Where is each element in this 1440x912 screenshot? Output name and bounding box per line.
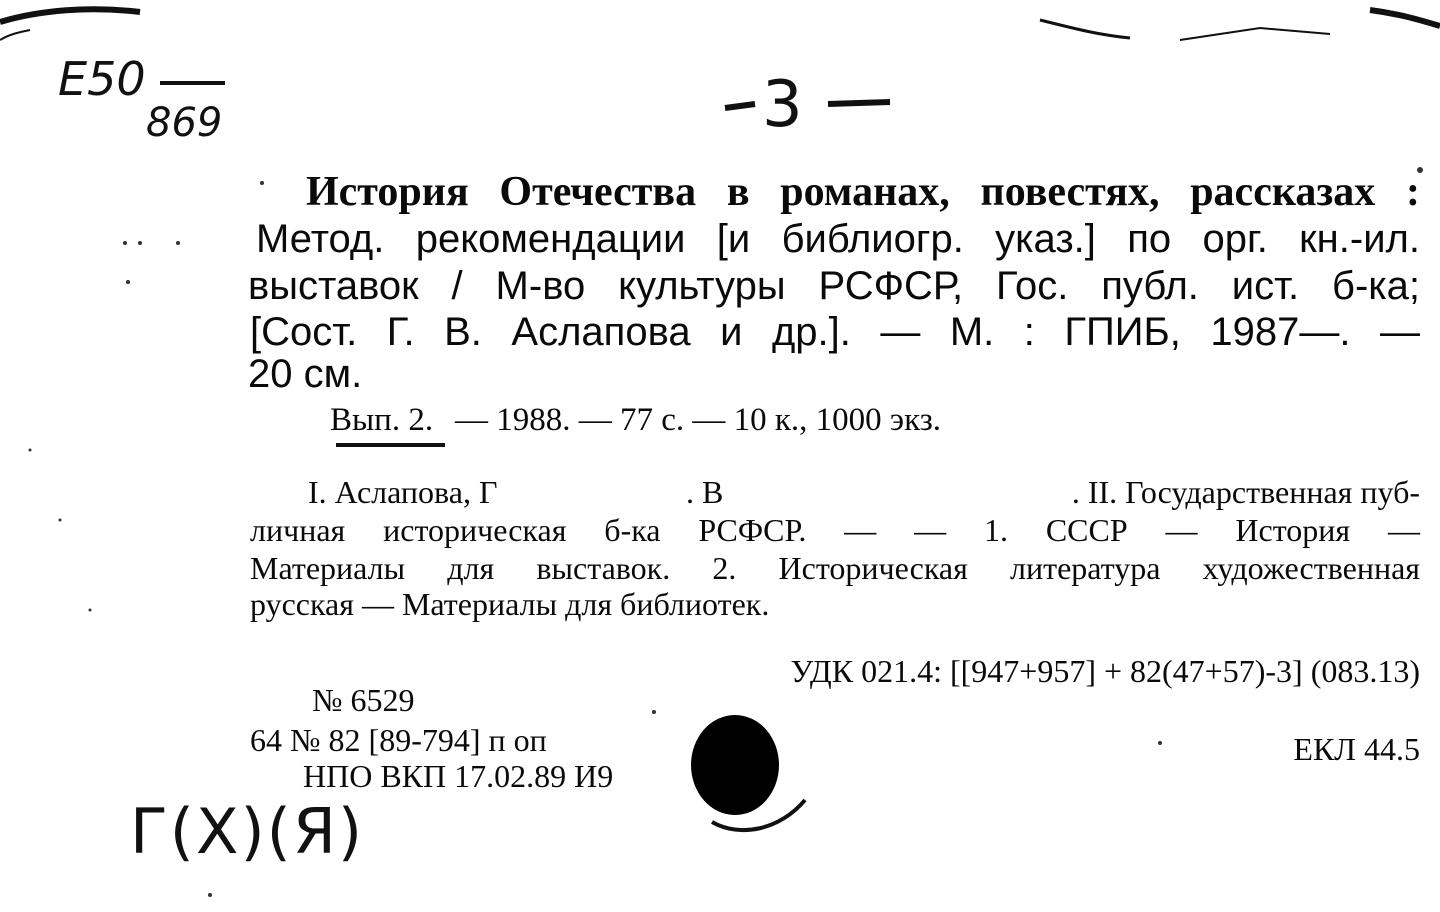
tracings-line-4: русская — Материалы для библиотек. (250, 586, 770, 622)
desc-line-1: Метод. рекомендации [и библиогр. указ.] по орг. кн.-ил. (256, 217, 1420, 261)
left-edge-stroke (0, 30, 30, 40)
shelfmark-top: Е50 (58, 52, 146, 106)
desc-line-4: 20 см. (248, 352, 363, 396)
print-line-1: 64 № 82 [89-794] п оп (250, 722, 547, 758)
page-mark: 3 (762, 68, 803, 142)
page-mark-dash-right (828, 102, 890, 104)
print-line-2: НПО ВКП 17.02.89 И9 (303, 758, 614, 794)
issue-details: — 1988. — 77 с. — 10 к., 1000 экз. (455, 402, 941, 438)
page-mark-dash-left (725, 104, 755, 108)
ekl-code: ЕКЛ 44.5 (1293, 731, 1420, 767)
bottom-handwritten-note: Г(Х)(Я) (130, 795, 365, 868)
tracings-line-3: Материалы для выставок. 2. Историческая литература художественная (250, 550, 1420, 586)
tracings-line-2: личная историческая б-ка РСФСР. — — 1. СССР — История — (250, 512, 1420, 548)
desc-line-3: [Сост. Г. В. Аслапова и др.]. — М. : ГПИБ, 1987—. — (250, 310, 1420, 354)
entry-title (306, 170, 1420, 214)
udc-code: УДК 021.4: [[947+957] + 82(47+57)-3] (083.13) (790, 653, 1420, 689)
tracings-line-1a: I. Аслапова, Г (308, 474, 498, 510)
card-number: № 6529 (312, 682, 415, 718)
top-right-edge-stroke-2 (1180, 28, 1330, 40)
shelfmark-bottom: 869 (146, 100, 223, 146)
top-left-edge-stroke (0, 9, 140, 22)
top-right-corner-stroke (1370, 10, 1440, 26)
issue-volume: Вып. 2. (330, 402, 434, 438)
top-right-edge-stroke (1040, 20, 1130, 38)
entry-title-text: История Отечества в романах, повестях, рассказах : (306, 169, 1420, 215)
tracings-line-1c: . II. Государственная пуб- (1071, 474, 1420, 510)
punch-hole (691, 715, 779, 815)
desc-line-2: выставок / М-во культуры РСФСР, Гос. публ. ист. б-ка; (248, 264, 1420, 308)
tracings-line-1b: . В (686, 474, 724, 510)
